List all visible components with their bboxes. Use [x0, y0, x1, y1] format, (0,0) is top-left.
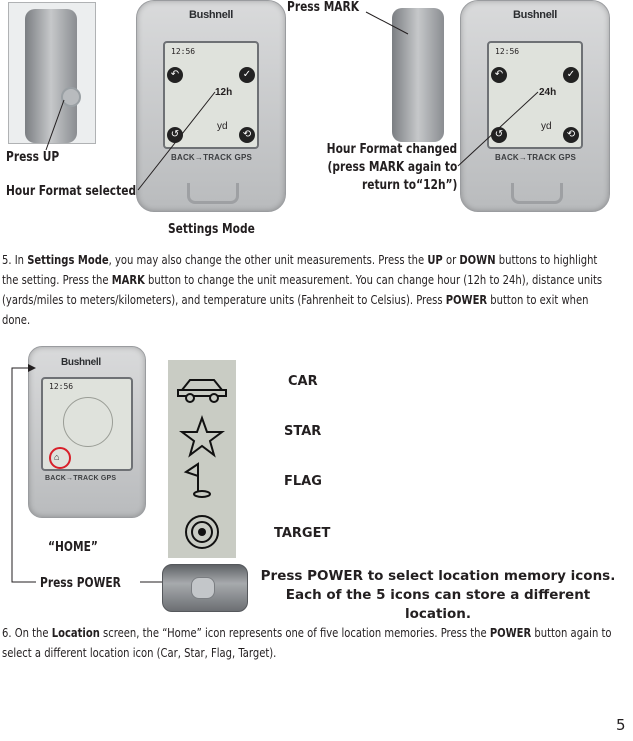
- location-caption-line2: Each of the 5 icons can store a different location.: [285, 587, 591, 622]
- home-label: “HOME”: [48, 540, 98, 555]
- hour-format-changed-line3: return to“12h”): [361, 178, 457, 193]
- step-6-paragraph: 6. On the Location screen, the “Home” icon represents one of five location memories. Press the POWER button again to select a different location icon (Car, Star, Flag, Target).: [2, 625, 612, 660]
- clock-readout: 12:56: [49, 382, 74, 391]
- brand-logo: Bushnell: [61, 357, 101, 368]
- settings-left-arrow-icon: ↶: [491, 67, 507, 83]
- hour-format-selected-callout: Hour Format selected: [6, 184, 137, 199]
- settings-down-arrow-icon: ↺: [167, 127, 183, 143]
- brand-logo: Bushnell: [189, 9, 234, 21]
- page-number: 5: [616, 716, 626, 734]
- settings-up-arrow-icon: ⟲: [563, 127, 579, 143]
- hour-format-changed-line2: (press MARK again to: [327, 160, 457, 175]
- device-model-label: BACK→TRACK GPS: [171, 153, 253, 162]
- term-power: POWER: [489, 625, 532, 640]
- press-power-callout: Press POWER: [40, 576, 121, 591]
- power-button-photo: [162, 564, 248, 612]
- press-up-callout: Press UP: [6, 150, 60, 165]
- hour-setting-value: 12h: [215, 87, 233, 98]
- unit-setting-value: yd: [217, 121, 228, 132]
- settings-left-arrow-icon: ↶: [167, 67, 183, 83]
- icon-label-target: TARGET: [274, 526, 331, 541]
- power-button-icon: [191, 577, 215, 599]
- clock-readout: 12:56: [495, 47, 520, 56]
- icon-label-flag: FLAG: [284, 474, 322, 489]
- location-caption-line1: Press POWER to select location memory icons.: [260, 568, 616, 584]
- step-6-number: 6. On the: [2, 625, 49, 640]
- press-mark-callout: Press MARK: [287, 0, 360, 15]
- hour-setting-value: 24h: [539, 87, 557, 98]
- settings-mode-caption: Settings Mode: [168, 222, 255, 237]
- term-down: DOWN: [459, 252, 496, 267]
- device-model-label: BACK→TRACK GPS: [495, 153, 577, 162]
- term-mark: MARK: [111, 272, 145, 287]
- settings-check-icon: ✓: [563, 67, 579, 83]
- term-location: Location: [51, 625, 100, 640]
- settings-up-arrow-icon: ⟲: [239, 127, 255, 143]
- icon-label-car: CAR: [288, 374, 318, 389]
- clock-readout: 12:56: [171, 47, 196, 56]
- brand-logo: Bushnell: [513, 9, 558, 21]
- device-model-label: BACK→TRACK GPS: [45, 475, 117, 482]
- step-5-number: 5. In: [2, 252, 25, 267]
- icon-label-star: STAR: [284, 424, 322, 439]
- hour-format-changed-line1: Hour Format changed: [326, 142, 457, 157]
- settings-check-icon: ✓: [239, 67, 255, 83]
- unit-setting-value: yd: [541, 121, 552, 132]
- term-settings-mode: Settings Mode: [27, 252, 109, 267]
- term-power: POWER: [445, 292, 488, 307]
- step-5-paragraph: 5. In Settings Mode, you may also change the other unit measurements. Press the UP or DOWN buttons to highlight the setting. Press the MARK button to change the unit measurement. You can change hour (12h to 24h), distance units (yards/miles to meters/kilometers), and temperature units (Fahrenheit to Celsius). Press POWER button to exit when done.: [2, 252, 603, 327]
- settings-down-arrow-icon: ↺: [491, 127, 507, 143]
- term-up: UP: [427, 252, 443, 267]
- home-icon: ⌂: [54, 452, 60, 462]
- location-caption: [256, 567, 620, 624]
